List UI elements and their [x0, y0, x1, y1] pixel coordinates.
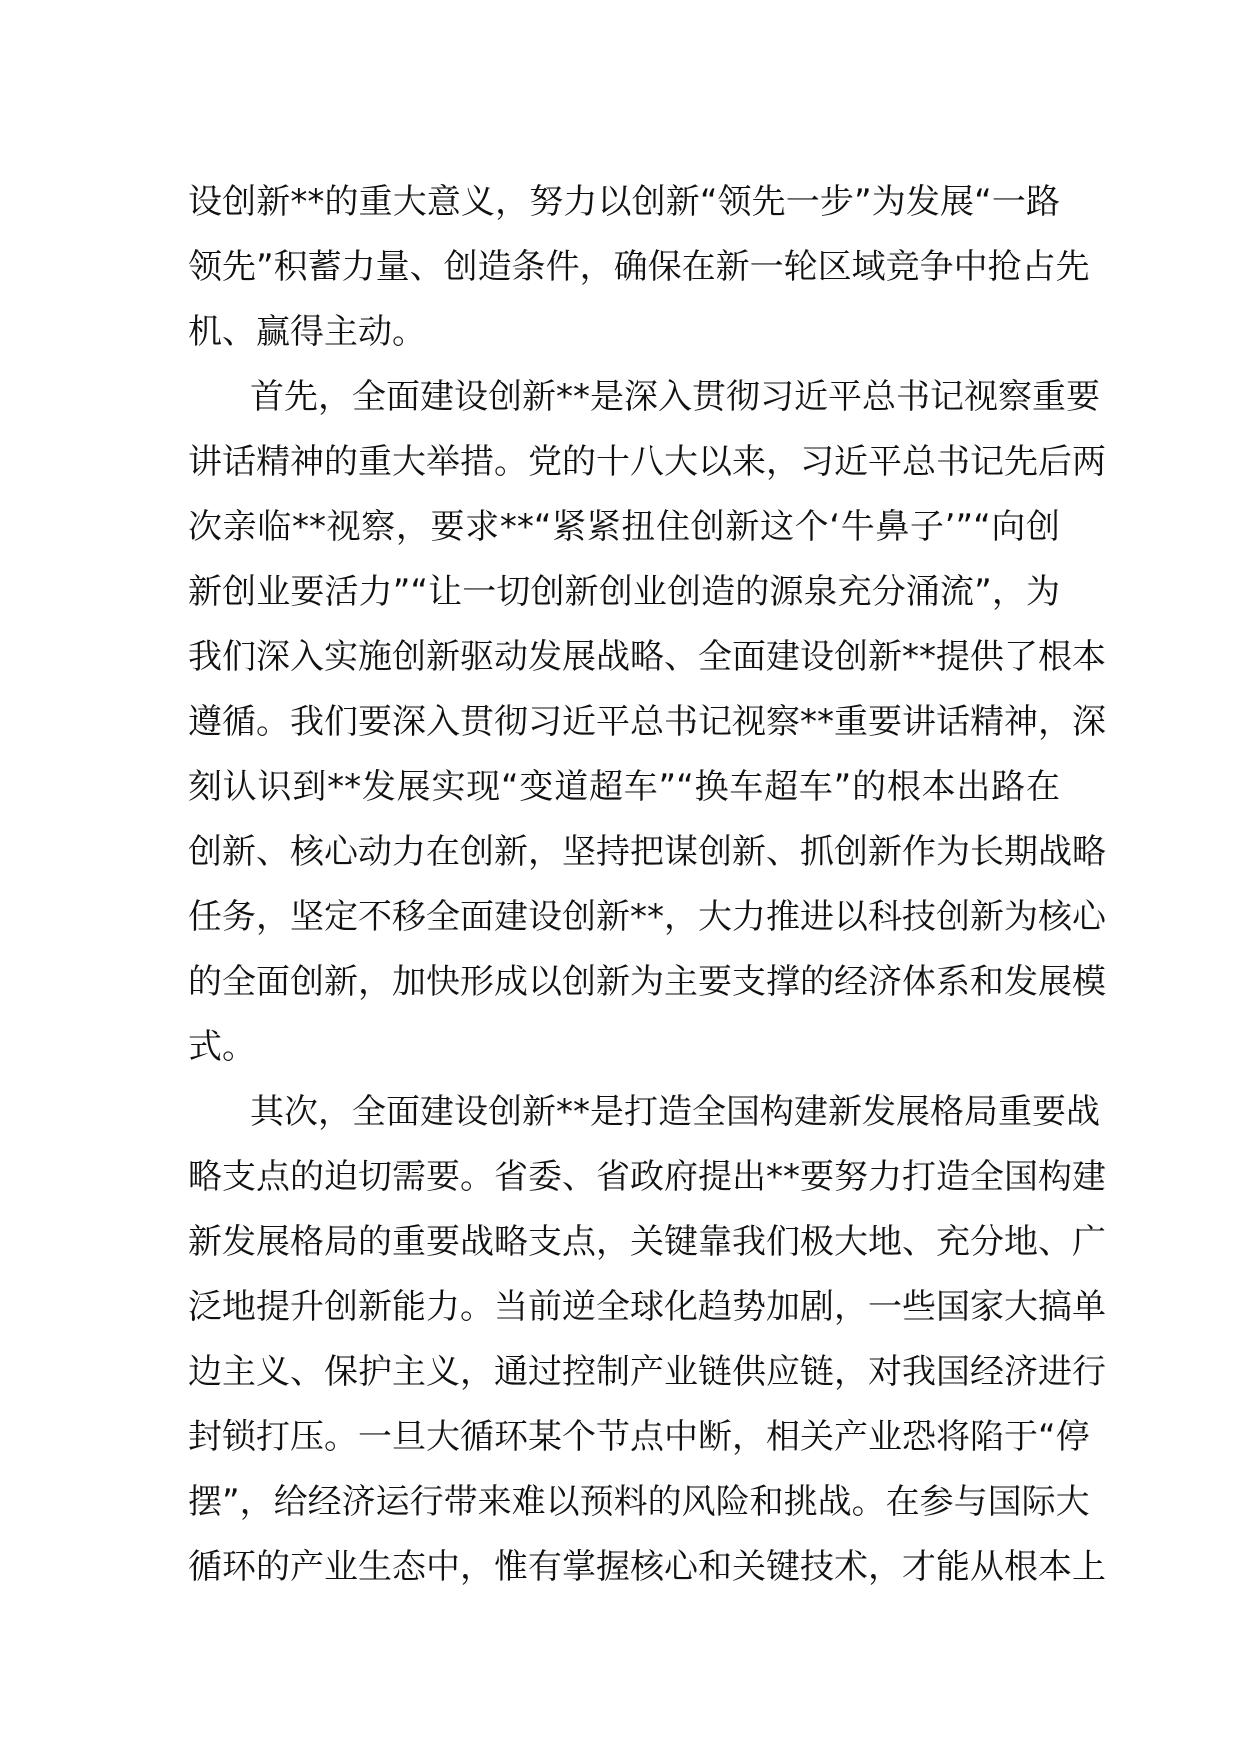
text-line: 新创业要活力”“让一切创新创业创造的源泉充分涌流”，为: [188, 572, 1060, 612]
text-line: 遵循。我们要深入贯彻习近平总书记视察**重要讲话精神，深: [188, 702, 1106, 742]
text-line: 任务，坚定不移全面建设创新**，大力推进以科技创新为核心: [188, 897, 1106, 937]
paragraph-3: [188, 1080, 1106, 1600]
text-line: 讲话精神的重大举措。党的十八大以来，习近平总书记先后两: [188, 442, 1106, 482]
paragraph-2: [188, 365, 1106, 1080]
document-page: [188, 170, 1106, 1600]
text-line: 封锁打压。一旦大循环某个节点中断，相关产业恐将陷于“停: [188, 1417, 1090, 1457]
text-line: 略支点的迫切需要。省委、省政府提出**要努力打造全国构建: [188, 1157, 1106, 1197]
text-line: 次亲临**视察，要求**“紧紧扭住创新这个‘牛鼻子’”“向创: [188, 507, 1060, 547]
text-line: 式。: [188, 1027, 256, 1067]
text-line: 其次，全面建设创新**是打造全国构建新发展格局重要战: [250, 1092, 1100, 1132]
text-line: 的全面创新，加快形成以创新为主要支撑的经济体系和发展模: [188, 962, 1106, 1002]
text-line: 摆”，给经济运行带来难以预料的风险和挑战。在参与国际大: [188, 1482, 1090, 1522]
text-line: 泛地提升创新能力。当前逆全球化趋势加剧，一些国家大搞单: [188, 1287, 1106, 1327]
text-line: 新发展格局的重要战略支点，关键靠我们极大地、充分地、广: [188, 1222, 1106, 1262]
text-line: 创新、核心动力在创新，坚持把谋创新、抓创新作为长期战略: [188, 832, 1106, 872]
text-line: 机、赢得主动。: [188, 312, 426, 352]
paragraph-1: [188, 170, 1090, 365]
text-line: 首先，全面建设创新**是深入贯彻习近平总书记视察重要: [250, 377, 1100, 417]
text-line: 边主义、保护主义，通过控制产业链供应链，对我国经济进行: [188, 1352, 1106, 1392]
text-line: 刻认识到**发展实现“变道超车”“换车超车”的根本出路在: [188, 767, 1060, 807]
text-line: 我们深入实施创新驱动发展战略、全面建设创新**提供了根本: [188, 637, 1106, 677]
text-line: 循环的产业生态中，惟有掌握核心和关键技术，才能从根本上: [188, 1547, 1106, 1587]
text-line: 领先”积蓄力量、创造条件，确保在新一轮区域竞争中抢占先: [188, 247, 1090, 287]
text-line: 设创新**的重大意义，努力以创新“领先一步”为发展“一路: [188, 182, 1060, 222]
